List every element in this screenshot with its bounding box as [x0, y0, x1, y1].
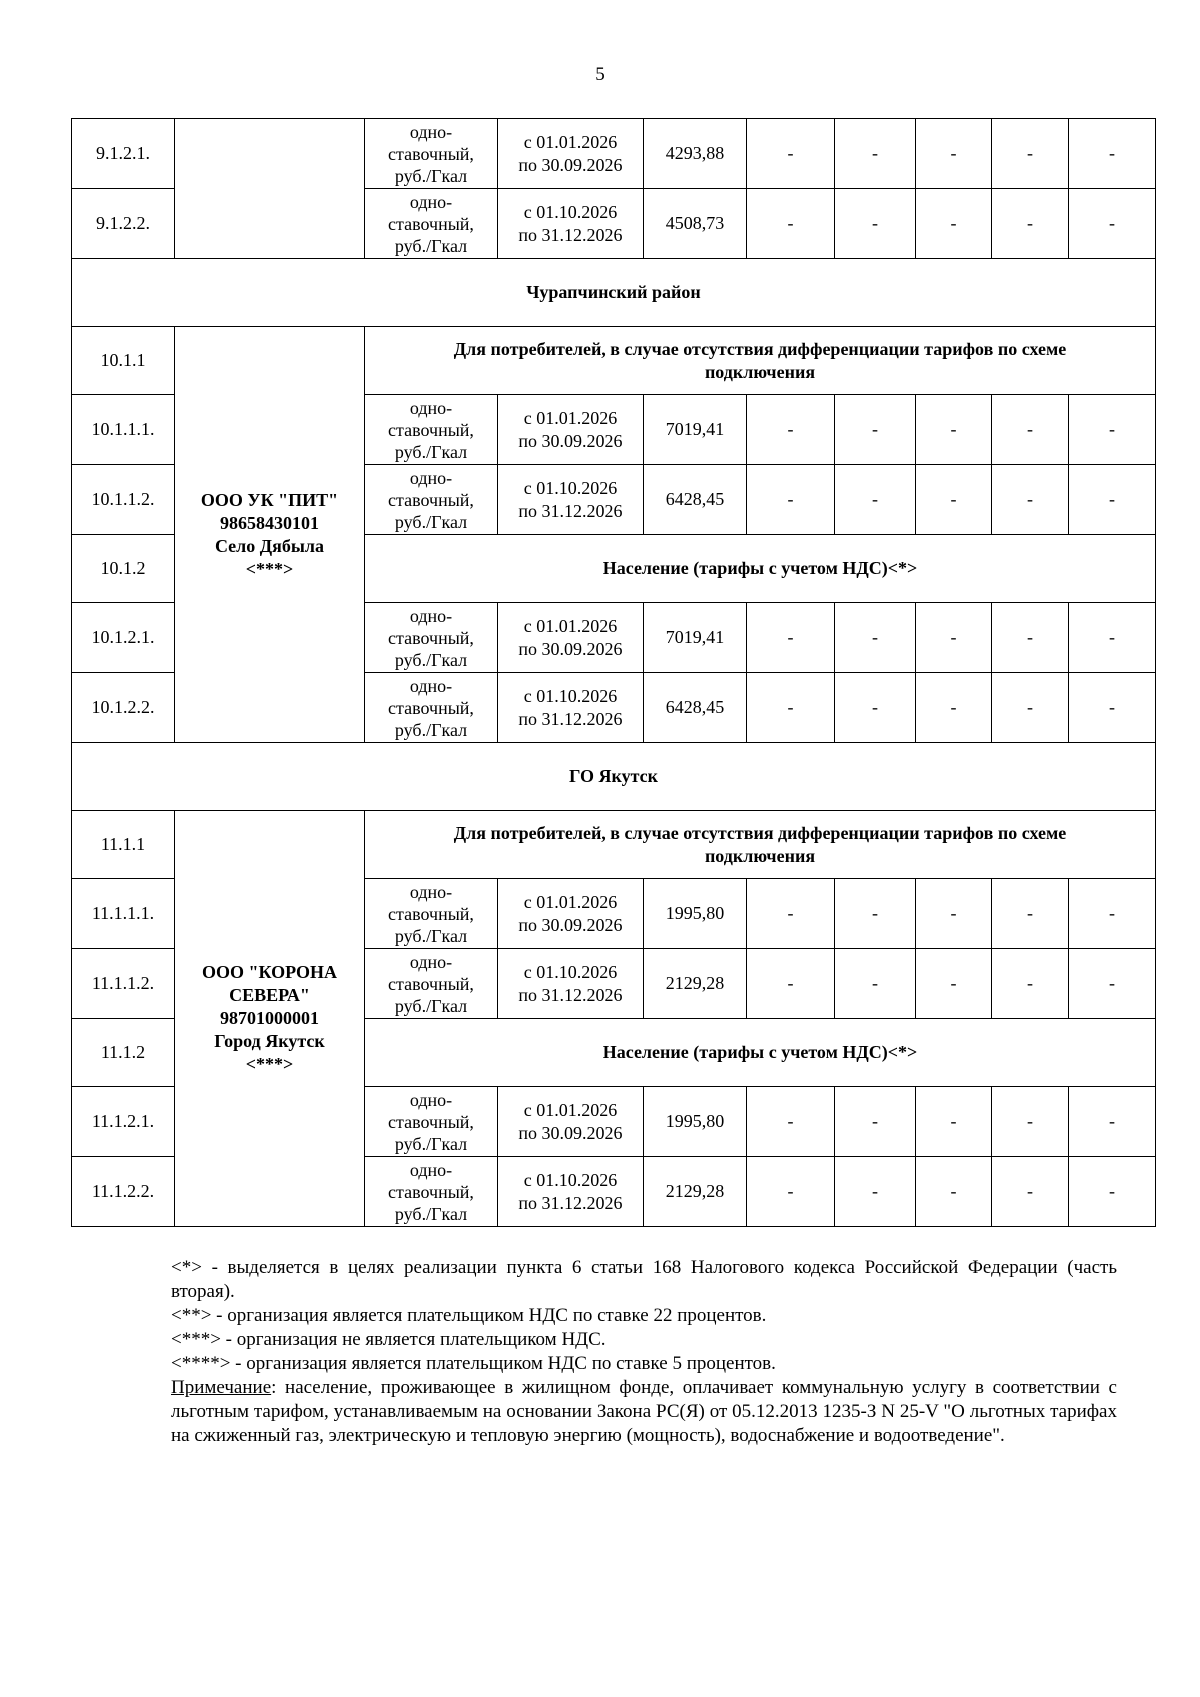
empty-value: [747, 603, 835, 673]
group-title-line: подключения: [704, 845, 816, 866]
group-title: [365, 1019, 1156, 1087]
validity-period-line: с 01.01.2026: [523, 131, 618, 152]
row-number-line: 10.1.1: [100, 350, 146, 370]
footnotes: [171, 1256, 1117, 1448]
group-title-line: подключения: [704, 361, 816, 382]
empty-value: [835, 395, 916, 465]
empty-value: [747, 673, 835, 743]
row-number: [72, 811, 175, 879]
empty-value-line: -: [872, 419, 878, 439]
empty-value: [992, 465, 1069, 535]
tariff-value: [644, 879, 747, 949]
validity-period-line: по 31.12.2026: [518, 708, 623, 729]
table-row: [72, 119, 1156, 189]
organization-cell-line: <***>: [245, 558, 294, 579]
empty-value: [916, 603, 992, 673]
row-number-line: 11.1.2.1.: [91, 1111, 155, 1131]
rate-type-line: одно-: [409, 467, 453, 488]
tariff-value: [644, 1157, 747, 1227]
empty-value: [835, 1087, 916, 1157]
validity-period-line: с 01.01.2026: [523, 615, 618, 636]
region-title: [72, 259, 1156, 327]
rate-type-line: ставочный,: [388, 973, 474, 994]
empty-value: [916, 119, 992, 189]
group-title-line: Для потребителей, в случае отсутствия дифференциации тарифов по схеме: [453, 338, 1067, 359]
empty-value: [1069, 603, 1156, 673]
footnote-2: <**> - организация является плательщиком НДС по ставке 22 процентов.: [171, 1305, 767, 1326]
organization-cell-line: СЕВЕРА": [229, 985, 310, 1005]
validity-period-line: по 31.12.2026: [518, 984, 623, 1005]
validity-period: [498, 879, 644, 949]
validity-period-line: с 01.10.2026: [523, 1169, 618, 1190]
empty-value: [747, 119, 835, 189]
rate-type-line: руб./Гкал: [394, 165, 468, 186]
empty-value-line: -: [1109, 1111, 1115, 1131]
rate-type-line: одно-: [409, 1089, 453, 1110]
empty-value: [992, 879, 1069, 949]
rate-type-line: ставочный,: [388, 903, 474, 924]
organization-cell-line: Село Дябыла: [214, 535, 325, 556]
row-number-line: 11.1.1.2.: [91, 973, 155, 993]
rate-type: [365, 189, 498, 259]
rate-type-line: одно-: [409, 951, 453, 972]
region-title-line: Чурапчинский район: [526, 282, 701, 302]
empty-value-line: -: [1109, 1181, 1115, 1201]
rate-type: [365, 879, 498, 949]
empty-value-line: -: [950, 489, 957, 509]
rate-type-line: руб./Гкал: [394, 511, 468, 532]
row-number: [72, 879, 175, 949]
row-number-line: 10.1.1.2.: [91, 489, 155, 509]
empty-value: [835, 879, 916, 949]
rate-type: [365, 1087, 498, 1157]
validity-period-line: по 30.09.2026: [518, 154, 623, 175]
row-number-line: 11.1.2.2.: [91, 1181, 155, 1201]
validity-period-line: по 30.09.2026: [518, 914, 623, 935]
empty-value: [992, 189, 1069, 259]
empty-value-line: -: [787, 419, 794, 439]
rate-type-line: руб./Гкал: [394, 235, 468, 256]
empty-value-line: -: [1027, 489, 1033, 509]
tariff-value: [644, 465, 747, 535]
empty-value-line: -: [872, 489, 878, 509]
empty-value-line: -: [1027, 1181, 1033, 1201]
empty-value: [992, 949, 1069, 1019]
empty-value: [835, 119, 916, 189]
empty-value-line: -: [787, 1111, 794, 1131]
row-number: [72, 395, 175, 465]
rate-type-line: одно-: [409, 605, 453, 626]
empty-value-line: -: [1109, 489, 1115, 509]
empty-value: [835, 673, 916, 743]
empty-value: [1069, 949, 1156, 1019]
empty-value: [992, 1157, 1069, 1227]
empty-value: [916, 395, 992, 465]
empty-value: [1069, 1157, 1156, 1227]
validity-period-line: по 31.12.2026: [518, 224, 623, 245]
empty-value-line: -: [1109, 627, 1115, 647]
validity-period-line: по 31.12.2026: [518, 1192, 623, 1213]
empty-value-line: -: [787, 697, 794, 717]
empty-value-line: -: [1027, 143, 1033, 163]
group-row: [72, 327, 1156, 395]
region-row: [72, 743, 1156, 811]
validity-period-line: по 30.09.2026: [518, 1122, 623, 1143]
empty-value-line: -: [950, 973, 957, 993]
rate-type: [365, 465, 498, 535]
rate-type-line: одно-: [409, 121, 453, 142]
empty-value: [1069, 119, 1156, 189]
empty-value: [916, 189, 992, 259]
rate-type-line: руб./Гкал: [394, 1133, 468, 1154]
empty-value: [992, 673, 1069, 743]
row-number: [72, 603, 175, 673]
empty-value: [1069, 1087, 1156, 1157]
empty-value-line: -: [1109, 697, 1115, 717]
row-number: [72, 673, 175, 743]
validity-period-line: с 01.10.2026: [523, 477, 618, 498]
row-number: [72, 119, 175, 189]
empty-value: [992, 1087, 1069, 1157]
validity-period-line: с 01.01.2026: [523, 1099, 618, 1120]
validity-period-line: с 01.10.2026: [523, 961, 618, 982]
rate-type-line: ставочный,: [388, 143, 474, 164]
organization-cell-line: ООО УК "ПИТ": [200, 489, 339, 510]
group-title: [365, 811, 1156, 879]
empty-value-line: -: [950, 697, 957, 717]
empty-value: [747, 879, 835, 949]
empty-value: [835, 189, 916, 259]
empty-value: [916, 1157, 992, 1227]
rate-type-line: ставочный,: [388, 697, 474, 718]
tariff-value: [644, 119, 747, 189]
tariff-value: [644, 603, 747, 673]
rate-type-line: руб./Гкал: [394, 1203, 468, 1224]
rate-type-line: ставочный,: [388, 419, 474, 440]
validity-period-line: с 01.10.2026: [523, 201, 618, 222]
validity-period-line: по 30.09.2026: [518, 430, 623, 451]
validity-period: [498, 119, 644, 189]
empty-value-line: -: [787, 489, 794, 509]
empty-value-line: -: [872, 697, 878, 717]
rate-type: [365, 949, 498, 1019]
validity-period: [498, 673, 644, 743]
empty-value-line: -: [950, 1111, 957, 1131]
empty-value-line: -: [787, 903, 794, 923]
organization-cell-line: <***>: [245, 1054, 294, 1074]
region-row: [72, 259, 1156, 327]
validity-period: [498, 1157, 644, 1227]
empty-value: [992, 395, 1069, 465]
empty-value-line: -: [872, 1111, 878, 1131]
empty-value: [916, 1087, 992, 1157]
validity-period: [498, 603, 644, 673]
empty-value-line: -: [872, 213, 878, 233]
empty-value: [747, 1087, 835, 1157]
empty-value-line: -: [872, 627, 878, 647]
validity-period: [498, 1087, 644, 1157]
empty-value-line: -: [1109, 143, 1115, 163]
row-number-line: 11.1.1: [100, 834, 146, 854]
rate-type: [365, 603, 498, 673]
rate-type-line: руб./Гкал: [394, 441, 468, 462]
tariff-table: [71, 118, 1156, 1227]
tariff-value: [644, 189, 747, 259]
rate-type-line: одно-: [409, 397, 453, 418]
empty-value-line: -: [1027, 213, 1033, 233]
table-body: [72, 119, 1156, 1227]
empty-value-line: -: [1109, 419, 1115, 439]
rate-type-line: ставочный,: [388, 627, 474, 648]
rate-type-line: руб./Гкал: [394, 925, 468, 946]
empty-value-line: -: [1027, 419, 1033, 439]
validity-period-line: по 30.09.2026: [518, 638, 623, 659]
validity-period: [498, 189, 644, 259]
empty-value: [1069, 395, 1156, 465]
empty-value-line: -: [950, 903, 957, 923]
empty-value: [835, 465, 916, 535]
empty-value-line: -: [787, 213, 794, 233]
group-title: [365, 327, 1156, 395]
empty-value: [747, 395, 835, 465]
region-title-line: ГО Якутск: [568, 766, 659, 786]
empty-value-line: -: [950, 1181, 957, 1201]
empty-value: [835, 1157, 916, 1227]
empty-value: [1069, 673, 1156, 743]
empty-value: [916, 673, 992, 743]
row-number-line: 10.1.2.1.: [91, 627, 155, 647]
group-title: [365, 535, 1156, 603]
empty-value-line: -: [787, 627, 794, 647]
validity-period: [498, 395, 644, 465]
region-title: [72, 743, 1156, 811]
rate-type-line: ставочный,: [388, 213, 474, 234]
empty-value: [747, 949, 835, 1019]
organization-cell-line: 98658430101: [220, 512, 319, 533]
empty-value-line: -: [1109, 213, 1115, 233]
row-number-line: 11.1.1.1.: [91, 903, 155, 923]
validity-period-line: с 01.10.2026: [523, 685, 618, 706]
tariff-value: [644, 949, 747, 1019]
row-number-line: 9.1.2.1.: [96, 143, 150, 163]
empty-value-line: -: [1027, 697, 1033, 717]
rate-type-line: одно-: [409, 1159, 453, 1180]
empty-value: [747, 1157, 835, 1227]
empty-value-line: -: [787, 973, 794, 993]
rate-type-line: одно-: [409, 881, 453, 902]
page-number: 5: [595, 64, 605, 85]
row-number: [72, 1157, 175, 1227]
rate-type: [365, 673, 498, 743]
empty-value: [916, 465, 992, 535]
row-number-line: 11.1.2: [100, 1042, 146, 1062]
rate-type: [365, 395, 498, 465]
row-number: [72, 535, 175, 603]
remark-label: Примечание: [171, 1377, 272, 1398]
tariff-value-line: 2129,28: [665, 973, 725, 993]
row-number: [72, 189, 175, 259]
group-row: [72, 811, 1156, 879]
row-number-line: 10.1.1.1.: [91, 419, 155, 439]
tariff-value-line: 6428,45: [665, 489, 725, 509]
group-title-line: Население (тарифы с учетом НДС)<*>: [602, 558, 918, 578]
empty-value: [1069, 879, 1156, 949]
empty-value-line: -: [872, 973, 878, 993]
empty-value-line: -: [872, 903, 878, 923]
tariff-value-line: 2129,28: [665, 1181, 725, 1201]
rate-type-line: одно-: [409, 675, 453, 696]
tariff-value-line: 1995,80: [665, 1111, 725, 1131]
tariff-value: [644, 673, 747, 743]
empty-value-line: -: [1027, 627, 1033, 647]
validity-period-line: с 01.01.2026: [523, 407, 618, 428]
rate-type-line: руб./Гкал: [394, 995, 468, 1016]
tariff-value-line: 6428,45: [665, 697, 725, 717]
group-title-line: Для потребителей, в случае отсутствия дифференциации тарифов по схеме: [453, 822, 1067, 843]
empty-value-line: -: [872, 143, 878, 163]
row-number: [72, 1019, 175, 1087]
row-number-line: 10.1.2.2.: [91, 697, 155, 717]
empty-value-line: -: [1109, 903, 1115, 923]
footnote-4: <****> - организация является плательщиком НДС по ставке 5 процентов.: [171, 1353, 776, 1374]
empty-value-line: -: [950, 419, 957, 439]
empty-value: [835, 949, 916, 1019]
footnote-1: <*> - выделяется в целях реализации пункта 6 статьи 168 Налогового кодекса Российской Федерации (часть вторая).: [171, 1257, 1117, 1302]
validity-period: [498, 949, 644, 1019]
rate-type-line: руб./Гкал: [394, 719, 468, 740]
empty-value-line: -: [950, 213, 957, 233]
row-number: [72, 327, 175, 395]
validity-period: [498, 465, 644, 535]
remark: [171, 1376, 1117, 1448]
remark-text: : население, проживающее в жилищном фонде, оплачивает коммунальную услугу в соответствии с льготным тарифом, устанавливаемым на основании Закона РС(Я) от 05.12.2013 1235-З N 25-V "О льготных тарифах на сжиженный газ, электрическую и тепловую энергию (мощность), водоснабжение и водоотведение".: [171, 1377, 1117, 1446]
organization-cell-line: Город Якутск: [214, 1031, 325, 1051]
row-number-line: 9.1.2.2.: [96, 213, 150, 233]
tariff-value-line: 4293,88: [665, 143, 725, 163]
tariff-value-line: 1995,80: [665, 903, 725, 923]
organization-cell: [175, 119, 365, 259]
empty-value-line: -: [1027, 973, 1033, 993]
empty-value: [916, 879, 992, 949]
rate-type-line: ставочный,: [388, 1181, 474, 1202]
row-number: [72, 465, 175, 535]
organization-cell: [175, 327, 365, 743]
rate-type: [365, 119, 498, 189]
footnote-3: <***> - организация не является плательщиком НДС.: [171, 1329, 606, 1350]
empty-value: [1069, 189, 1156, 259]
row-number-line: 10.1.2: [100, 558, 146, 578]
rate-type: [365, 1157, 498, 1227]
empty-value: [747, 189, 835, 259]
empty-value-line: -: [1109, 973, 1115, 993]
organization-cell-line: 98701000001: [220, 1008, 319, 1028]
row-number: [72, 1087, 175, 1157]
tariff-value-line: 7019,41: [665, 419, 725, 439]
validity-period-line: с 01.01.2026: [523, 891, 618, 912]
empty-value-line: -: [950, 627, 957, 647]
tariff-value-line: 7019,41: [665, 627, 725, 647]
rate-type-line: руб./Гкал: [394, 649, 468, 670]
empty-value: [916, 949, 992, 1019]
empty-value-line: -: [1027, 1111, 1033, 1131]
empty-value-line: -: [787, 1181, 794, 1201]
row-number: [72, 949, 175, 1019]
empty-value: [992, 119, 1069, 189]
organization-cell-line: ООО "КОРОНА: [202, 962, 337, 982]
empty-value-line: -: [787, 143, 794, 163]
empty-value: [835, 603, 916, 673]
organization-cell: [175, 811, 365, 1227]
empty-value-line: -: [872, 1181, 878, 1201]
validity-period-line: по 31.12.2026: [518, 500, 623, 521]
group-title-line: Население (тарифы с учетом НДС)<*>: [602, 1042, 918, 1062]
empty-value: [992, 603, 1069, 673]
rate-type-line: одно-: [409, 191, 453, 212]
empty-value: [747, 465, 835, 535]
empty-value-line: -: [1027, 903, 1033, 923]
rate-type-line: ставочный,: [388, 489, 474, 510]
tariff-value: [644, 395, 747, 465]
empty-value: [1069, 465, 1156, 535]
empty-value-line: -: [950, 143, 957, 163]
rate-type-line: ставочный,: [388, 1111, 474, 1132]
tariff-value-line: 4508,73: [665, 213, 725, 233]
tariff-value: [644, 1087, 747, 1157]
